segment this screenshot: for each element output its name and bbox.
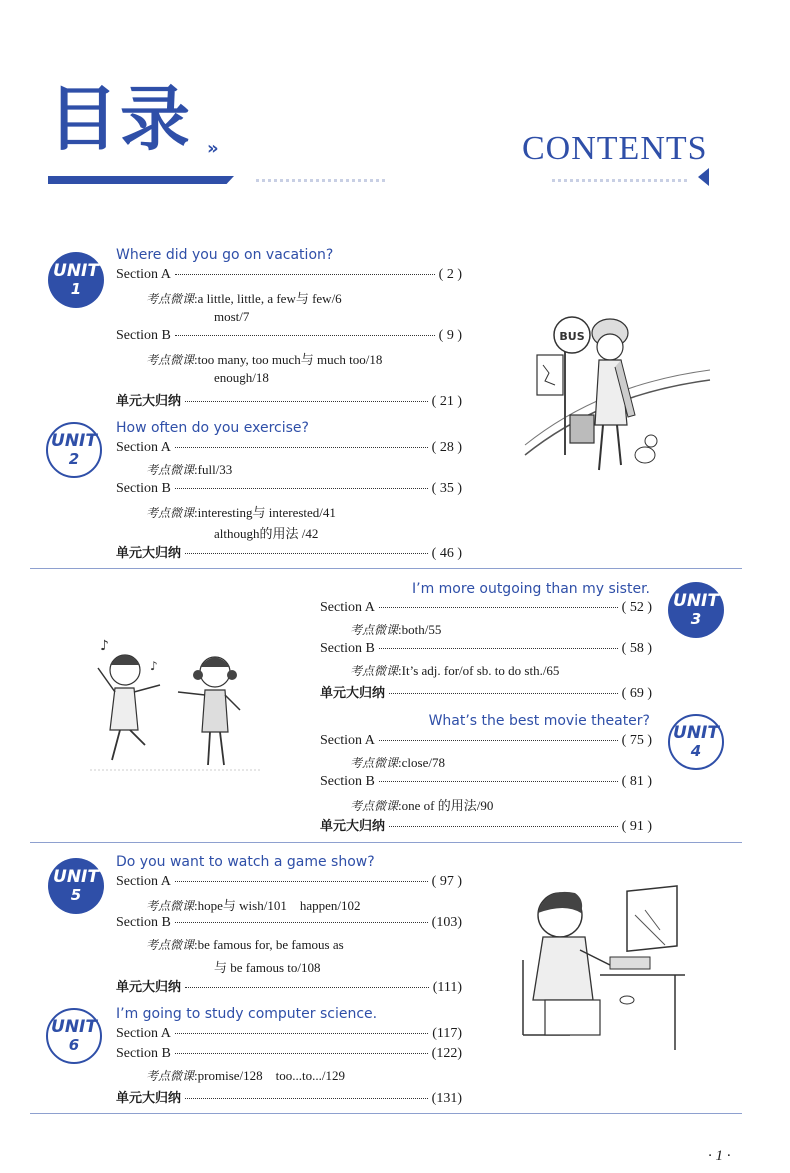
unit-badge-6 [46, 1008, 102, 1064]
kaodian-label: 考点微课 [146, 1069, 195, 1083]
unit-badge-number: 4 [690, 742, 702, 760]
kaodian-text: promise/128 too...to.../129 [197, 1068, 345, 1083]
unit-badge-number: 1 [70, 280, 82, 298]
unit-badge-number: 2 [68, 450, 80, 468]
toc-row-u6-section-a[interactable] [116, 1026, 462, 1044]
kaodian-u3-2[interactable]: 考点微课:It’s adj. for/of sb. to do sth./65 [350, 663, 560, 678]
section-divider-1 [30, 568, 742, 569]
unit-badge-word: UNIT [53, 867, 99, 887]
toc-row-page: ( 21 ) [431, 394, 462, 409]
toc-row-label: 单元大归纳 [116, 980, 182, 995]
kaodian-u3-1[interactable]: 考点微课:both/55 [350, 622, 442, 637]
toc-row-page: ( 58 ) [621, 641, 652, 656]
toc-row-label: Section B [320, 641, 375, 656]
kaodian-u4-1[interactable]: 考点微课:close/78 [350, 755, 445, 770]
kaodian-text: both/55 [401, 622, 442, 637]
toc-row-page: (122) [431, 1046, 462, 1061]
kaodian-u6-1[interactable]: 考点微课:promise/128 too...to.../129 [146, 1068, 345, 1083]
kaodian-text: too many, too much与 much too/18 [197, 352, 383, 367]
header-dots-right [552, 179, 687, 182]
toc-row-label: 单元大归纳 [320, 686, 386, 701]
kaodian-label: 考点微课 [146, 506, 195, 520]
unit-badge-word: UNIT [51, 431, 97, 451]
toc-row-page: (117) [432, 1026, 462, 1041]
toc-row-u3-section-b[interactable] [320, 641, 652, 659]
unit-title-5[interactable]: Do you want to watch a game show? [116, 854, 375, 870]
unit-title-4[interactable]: What’s the best movie theater? [428, 713, 650, 729]
toc-row-page: ( 35 ) [431, 481, 462, 496]
kaodian-label: 考点微课 [146, 463, 195, 477]
kaodian-text: full/33 [197, 462, 233, 477]
toc-row-page: (111) [432, 980, 462, 995]
kaodian-u1-1[interactable]: 考点微课:a little, little, a few与 few/6 [146, 291, 342, 306]
toc-row-u1-summary[interactable] [116, 390, 462, 408]
kaodian-label: 考点微课 [350, 799, 399, 813]
svg-text:♪: ♪ [100, 638, 109, 654]
toc-row-label: Section A [116, 1026, 171, 1041]
toc-row-label: Section B [116, 481, 171, 496]
kaodian-text: a little, little, a few与 few/6 [197, 291, 342, 306]
toc-row-label: Section A [320, 733, 375, 748]
kaodian-u5-1[interactable]: 考点微课:hope与 wish/101 happen/102 [146, 898, 361, 913]
toc-row-u5-section-b[interactable] [116, 915, 462, 933]
unit-badge-2 [46, 422, 102, 478]
toc-row-u3-summary[interactable] [320, 682, 652, 700]
unit-badge-word: UNIT [53, 261, 99, 281]
girl-bus-stop-illustration [515, 305, 715, 480]
kaodian-u2-2[interactable]: 考点微课:interesting与 interested/41 [146, 505, 336, 520]
header-triangle-icon [698, 168, 709, 186]
page-title-en: CONTENTS [522, 130, 708, 167]
unit-badge-word: UNIT [673, 723, 719, 743]
toc-row-u3-section-a[interactable] [320, 600, 652, 618]
unit-badge-number: 6 [68, 1036, 80, 1054]
unit-badge-3 [668, 582, 724, 638]
toc-row-u4-summary[interactable] [320, 815, 652, 833]
toc-row-page: ( 28 ) [431, 440, 462, 455]
toc-row-label: Section B [116, 328, 171, 343]
toc-row-page: (131) [431, 1091, 462, 1106]
kaodian-u2-2-cont: although的用法 /42 [214, 526, 319, 541]
toc-row-label: Section B [116, 1046, 171, 1061]
kaodian-text: close/78 [401, 755, 445, 770]
kaodian-label: 考点微课 [350, 664, 399, 678]
toc-row-page: ( 69 ) [621, 686, 652, 701]
toc-row-page: ( 97 ) [431, 874, 462, 889]
toc-row-u1-section-b[interactable] [116, 328, 462, 346]
kaodian-label: 考点微课 [146, 899, 195, 913]
toc-row-label: 单元大归纳 [116, 1091, 182, 1106]
kaodian-text: interesting与 interested/41 [197, 505, 336, 520]
dancing-girls-illustration [90, 630, 270, 780]
toc-row-label: 单元大归纳 [320, 819, 386, 834]
section-divider-2 [30, 842, 742, 843]
kaodian-label: 考点微课 [350, 756, 399, 770]
boy-computer-illustration [515, 885, 700, 1060]
unit-title-1[interactable]: Where did you go on vacation? [116, 247, 334, 263]
toc-row-page: ( 81 ) [621, 774, 652, 789]
toc-row-page: (103) [431, 915, 462, 930]
kaodian-label: 考点微课 [146, 938, 195, 952]
toc-row-label: Section A [116, 874, 171, 889]
kaodian-u2-1[interactable]: 考点微课:full/33 [146, 462, 233, 477]
toc-row-label: 单元大归纳 [116, 546, 182, 561]
toc-row-u2-summary[interactable] [116, 542, 462, 560]
kaodian-text: hope与 wish/101 happen/102 [197, 898, 361, 913]
unit-badge-5 [48, 858, 104, 914]
bus-sign-text: BUS [559, 330, 585, 343]
unit-badge-1 [48, 252, 104, 308]
unit-badge-4 [668, 714, 724, 770]
kaodian-u1-2[interactable]: 考点微课:too many, too much与 much too/18 [146, 352, 383, 367]
toc-row-page: ( 9 ) [438, 328, 462, 343]
toc-row-u4-section-a[interactable] [320, 733, 652, 751]
kaodian-u4-2[interactable]: 考点微课:one of 的用法/90 [350, 798, 494, 813]
toc-row-u6-summary[interactable] [116, 1087, 462, 1105]
header-bar [48, 176, 234, 184]
unit-badge-number: 5 [70, 886, 82, 904]
toc-row-u5-section-a[interactable] [116, 874, 462, 892]
unit-title-6[interactable]: I’m going to study computer science. [116, 1006, 378, 1022]
toc-row-u2-section-a[interactable] [116, 440, 462, 458]
page-number: · 1 · [708, 1148, 731, 1164]
title-arrow-icon: » [207, 138, 219, 159]
toc-row-label: Section A [116, 440, 171, 455]
unit-badge-word: UNIT [673, 591, 719, 611]
kaodian-label: 考点微课 [146, 292, 195, 306]
unit-title-3[interactable]: I’m more outgoing than my sister. [412, 581, 650, 597]
kaodian-text: It’s adj. for/of sb. to do sth./65 [401, 663, 560, 678]
toc-row-label: Section B [116, 915, 171, 930]
toc-row-u2-section-b[interactable] [116, 481, 462, 499]
header-dots-left [256, 179, 386, 182]
toc-row-u4-section-b[interactable] [320, 774, 652, 792]
kaodian-u5-2[interactable]: 考点微课:be famous for, be famous as [146, 937, 344, 952]
unit-badge-number: 3 [690, 610, 702, 628]
svg-text:♪: ♪ [150, 659, 158, 673]
section-divider-3 [30, 1113, 742, 1114]
page-title-cn: 目录 [48, 78, 192, 160]
toc-row-page: ( 46 ) [431, 546, 462, 561]
toc-row-u1-section-a[interactable] [116, 267, 462, 285]
kaodian-u1-2-cont: enough/18 [214, 370, 269, 385]
kaodian-text: one of 的用法/90 [401, 798, 494, 813]
toc-row-label: Section B [320, 774, 375, 789]
toc-row-page: ( 2 ) [438, 267, 462, 282]
toc-row-label: Section A [116, 267, 171, 282]
kaodian-label: 考点微课 [350, 623, 399, 637]
toc-row-u5-summary[interactable] [116, 976, 462, 994]
toc-row-page: ( 52 ) [621, 600, 652, 615]
kaodian-u1-1-cont: most/7 [214, 309, 250, 324]
kaodian-text: be famous for, be famous as [197, 937, 344, 952]
kaodian-u5-2-cont: 与 be famous to/108 [214, 960, 321, 975]
toc-row-page: ( 91 ) [621, 819, 652, 834]
kaodian-label: 考点微课 [146, 353, 195, 367]
unit-title-2[interactable]: How often do you exercise? [116, 420, 309, 436]
toc-row-label: 单元大归纳 [116, 394, 182, 409]
toc-row-u6-section-b[interactable] [116, 1046, 462, 1064]
toc-row-label: Section A [320, 600, 375, 615]
unit-badge-word: UNIT [51, 1017, 97, 1037]
toc-row-page: ( 75 ) [621, 733, 652, 748]
